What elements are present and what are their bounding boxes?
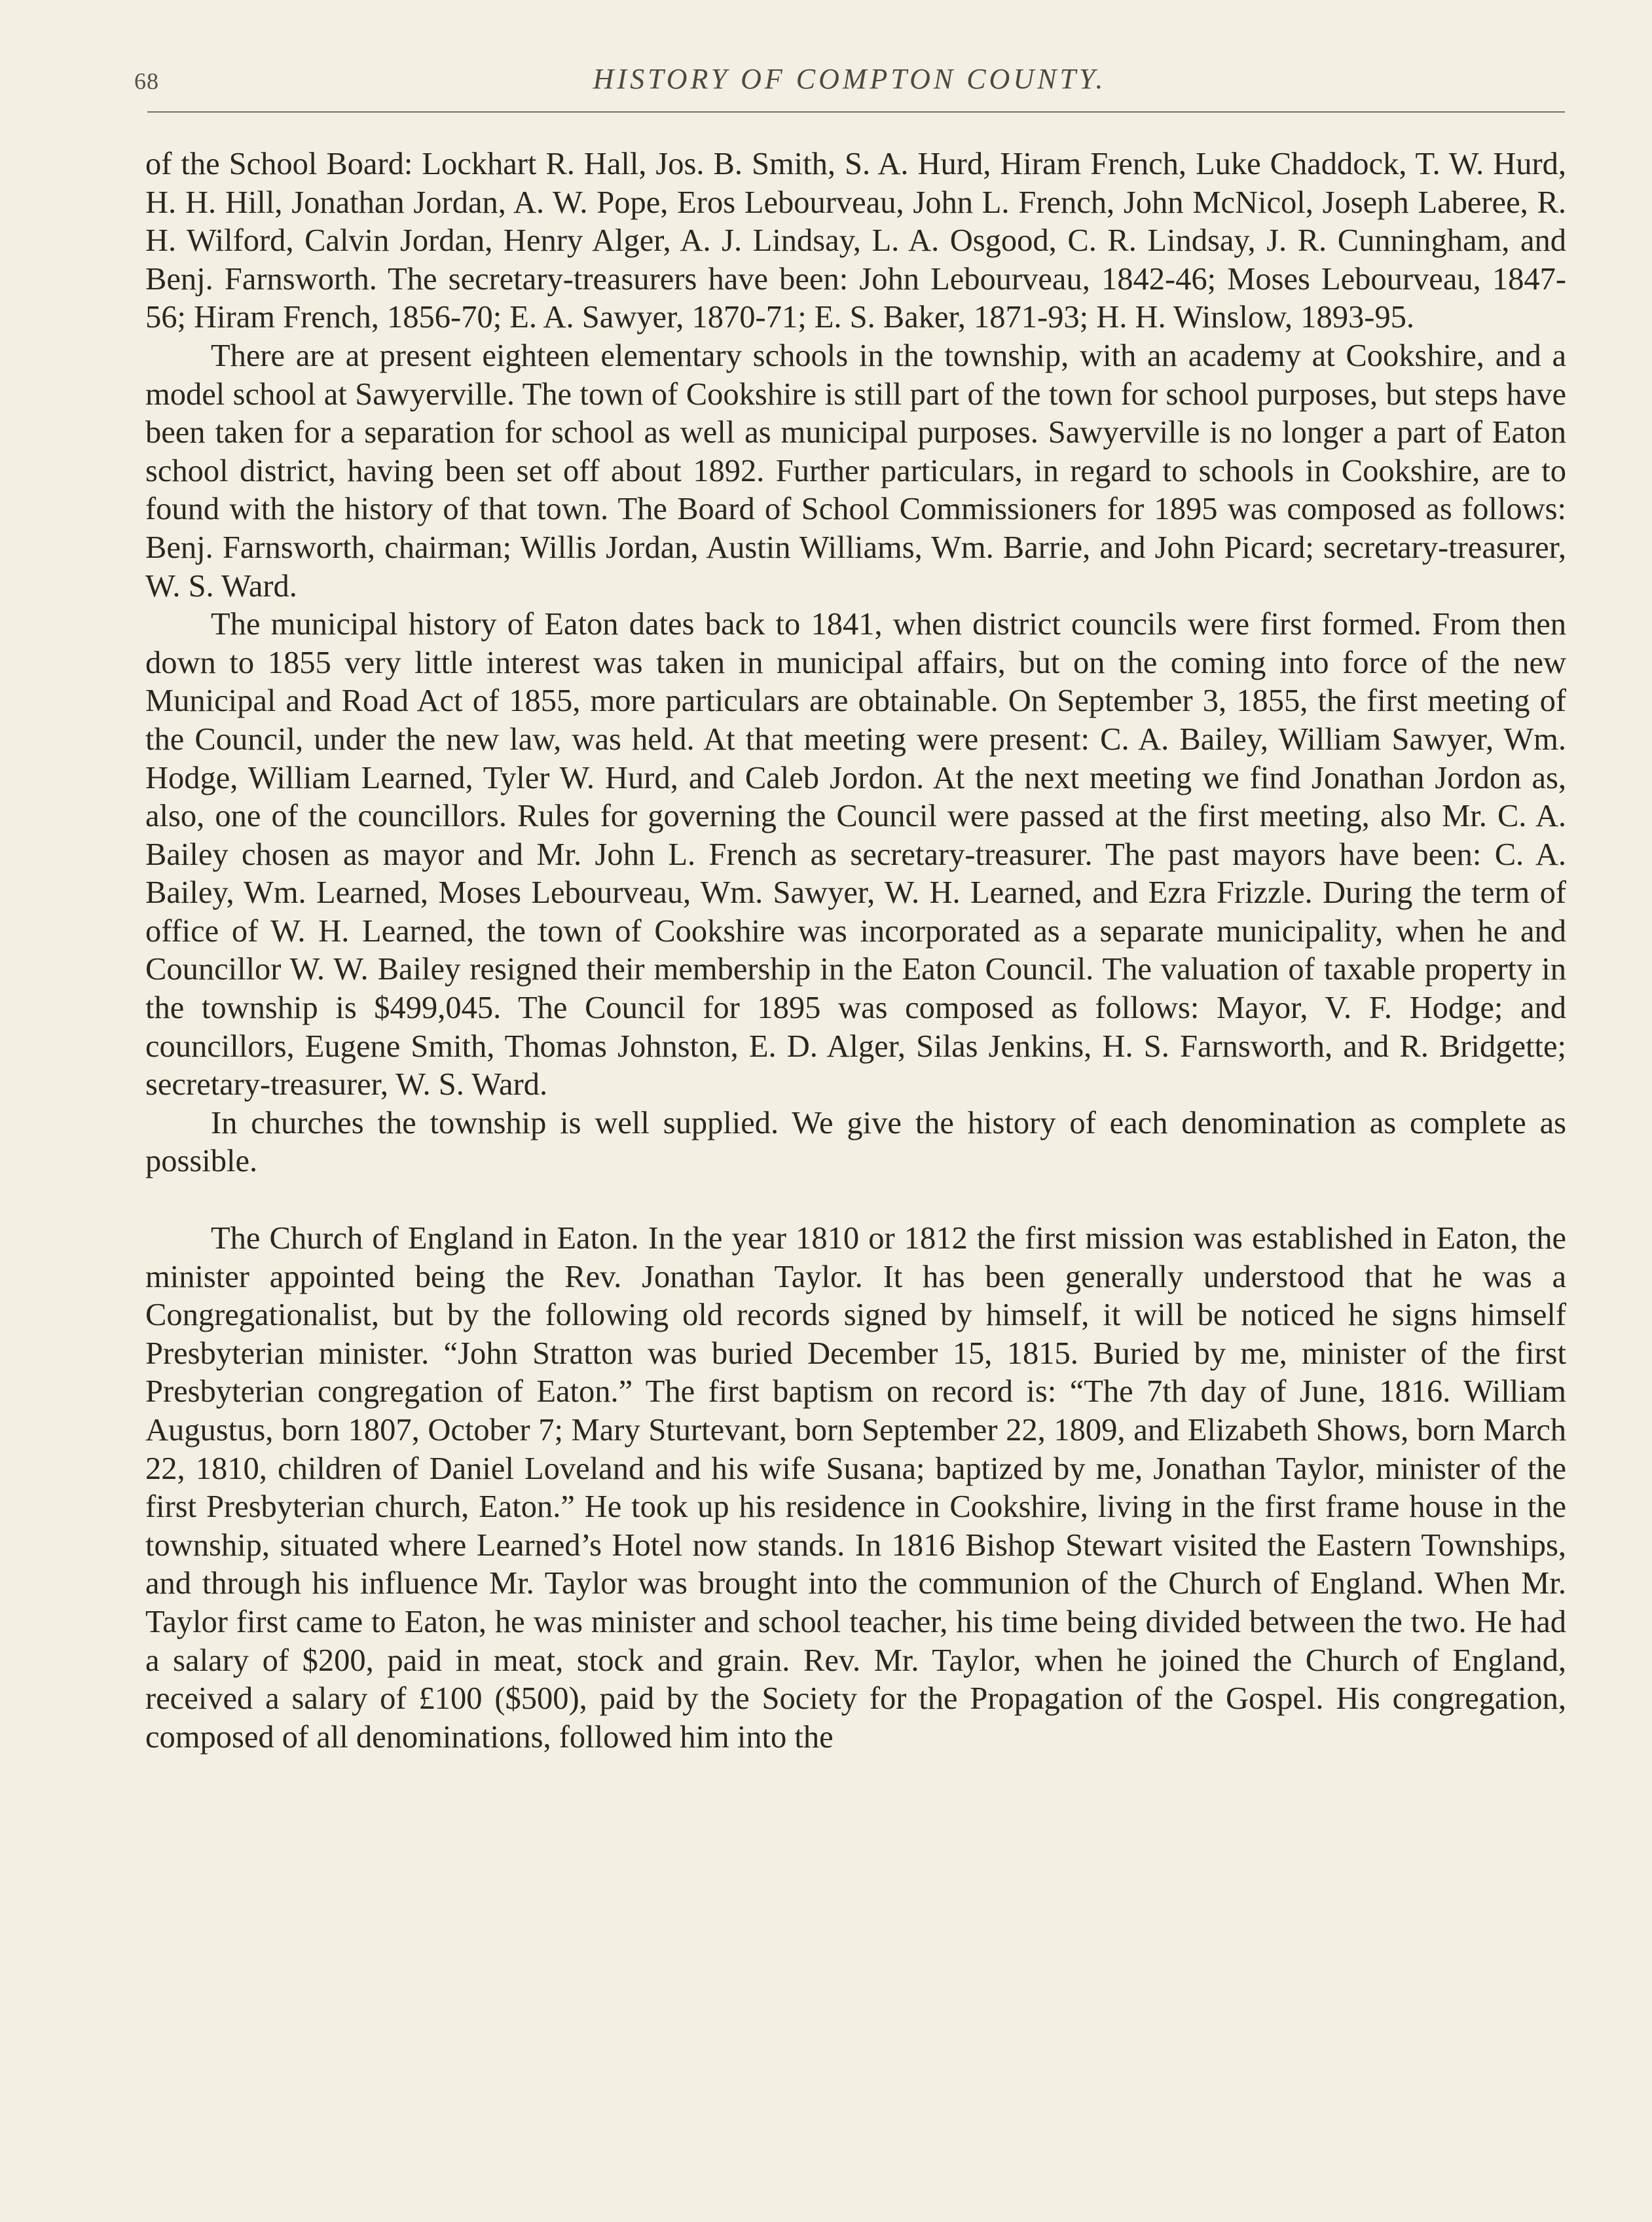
paragraph-church-of-england: The Church of England in Eaton. In the year 1810 or 1812 the first mission was established in Eaton, the minister appointed being the Rev. Jonathan Taylor. It has been generally understood that he was a Congregationalist, but by the following old records signed by himself, it will be noticed he signs himself Presbyterian minister. “John Stratton was buried December 15, 1815. Buried by me, minister of the first Presbyterian congregation of Eaton.” The first baptism on record is: “The 7th day of June, 1816. William Augustus, born 1807, October 7; Mary Sturtevant, born September 22, 1809, and Elizabeth Shows, born March 22, 1810, children of Daniel Loveland and his wife Susana; baptized by me, Jonathan Taylor, minister of the first Presbyterian church, Eaton.” He took up his residence in Cookshire, living in the first frame house in the township, situated where Learned’s Hotel now stands. In 1816 Bishop Stewart visited the Eastern Townships, and through his influence Mr. Taylor was brought into the communion of the Church of England. When Mr. Taylor first came to Eaton, he was minister and school teacher, his time being divided between the two. He had a salary of $200, paid in meat, stock and grain. Rev. Mr. Taylor, when he joined the Church of England, received a salary of £100 ($500), paid by the Society for the Propagation of the Gospel. His congregation, composed of all denominations, followed him into the — [145, 1221, 1566, 1755]
running-title: HISTORY OF COMPTON COUNTY. — [593, 63, 1107, 95]
page-header — [134, 62, 1565, 115]
paragraph-municipal-history: The municipal history of Eaton dates back to 1841, when district councils were first formed. From then down to 1855 very little interest was taken in municipal affairs, but on the coming into force of the new Municipal and Road Act of 1855, more particulars are obtainable. On September 3, 1855, the first meeting of the Council, under the new law, was held. At that meeting were present: C. A. Bailey, William Sawyer, Wm. Hodge, William Learned, Tyler W. Hurd, and Caleb Jordon. At the next meeting we find Jonathan Jordon as, also, one of the councillors. Rules for governing the Council were passed at the first meeting, also Mr. C. A. Bailey chosen as mayor and Mr. John L. French as secretary-treasurer. The past mayors have been: C. A. Bailey, Wm. Learned, Moses Lebourveau, Wm. Sawyer, W. H. Learned, and Ezra Frizzle. During the term of office of W. H. Learned, the town of Cookshire was incorporated as a separate municipality, when he and Councillor W. W. Bailey resigned their membership in the Eaton Council. The valuation of taxable property in the township is $499,045. The Council for 1895 was composed as follows: Mayor, V. F. Hodge; and councillors, Eugene Smith, Thomas Johnston, E. D. Alger, Silas Jenkins, H. S. Farnsworth, and R. Bridgette; secretary-treasurer, W. S. Ward. — [145, 607, 1566, 1102]
paragraph-schools: There are at present eighteen elementary schools in the township, with an academy at Cookshire, and a model school at Sawyerville. The town of Cookshire is still part of the town for school purposes, but steps have been taken for a separation for school as well as municipal purposes. Sawyerville is no longer a part of Eaton school district, having been set off about 1892. Further particulars, in regard to schools in Cookshire, are to found with the history of that town. The Board of School Commissioners for 1895 was composed as follows: Benj. Farnsworth, chairman; Willis Jordan, Austin Williams, Wm. Barrie, and John Picard; secretary-treasurer, W. S. Ward. — [145, 338, 1566, 604]
paragraph-churches: In churches the township is well supplied. We give the history of each denomination as complete as possible. — [145, 1105, 1566, 1179]
header-rule — [147, 111, 1565, 113]
paragraph-school-board: of the School Board: Lockhart R. Hall, Jos. B. Smith, S. A. Hurd, Hiram French, Luke Chaddock, T. W. Hurd, H. H. Hill, Jonathan Jordan, A. W. Pope, Eros Lebourveau, John L. French, John McNicol, Joseph Laberee, R. H. Wilford, Calvin Jordan, Henry Alger, A. J. Lindsay, L. A. Osgood, C. R. Lindsay, J. R. Cunningham, and Benj. Farnsworth. The secretary-treasurers have been: John Lebourveau, 1842-46; Moses Lebourveau, 1847-56; Hiram French, 1856-70; E. A. Sawyer, 1870-71; E. S. Baker, 1871-93; H. H. Winslow, 1893-95. — [145, 147, 1566, 335]
body-text — [145, 145, 1566, 1757]
page-number: 68 — [134, 68, 159, 94]
